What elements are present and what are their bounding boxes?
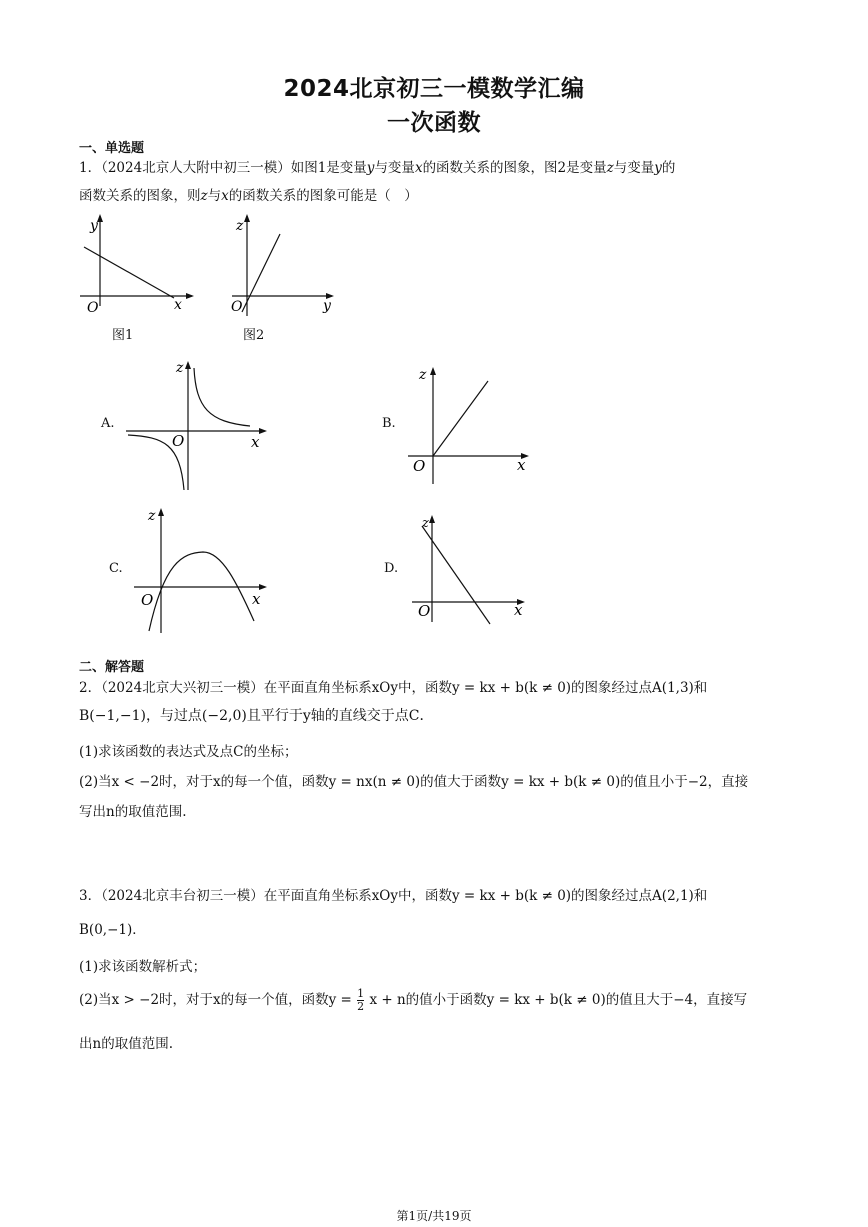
page-footer: 第1页/共19页: [396, 1209, 472, 1223]
q2-line2: B(−1,−1)，与过点(−2,0)且平行于y轴的直线交于点C．: [79, 708, 434, 724]
q1-line1: 1．（2024北京人大附中初三一模）如图1是变量y与变量x的函数关系的图象，图2是变量z与变量y的: [79, 160, 676, 176]
fig1-origin-label: O: [87, 300, 99, 316]
option-c-axis-x: x: [252, 590, 261, 608]
q3-line2: B(0,−1)．: [79, 922, 146, 938]
option-d-axis-z: z: [422, 516, 429, 531]
option-c-label: C.: [109, 561, 123, 576]
fig1-axis-y-label: y: [90, 218, 98, 234]
section-heading-answer: 二、解答题: [79, 660, 145, 675]
option-a-origin: O: [172, 432, 185, 450]
q1-line2: 函数关系的图象，则z与x的函数关系的图象可能是（ ）: [79, 188, 418, 204]
option-c-origin: O: [141, 591, 154, 609]
option-c-axis-z: z: [148, 508, 156, 524]
fig2-axis-y-label: y: [323, 298, 331, 314]
option-b-axis-z: z: [419, 367, 427, 383]
fig1-axis-x-label: x: [174, 297, 182, 313]
page-subtitle: 一次函数: [387, 110, 481, 136]
figure-2-graph: [226, 212, 346, 316]
q2-line1: 2．（2024北京大兴初三一模）在平面直角坐标系xOy中，函数y = kx + b(k ≠ 0)的图象经过点A(1,3)和: [79, 680, 708, 696]
figure-1-caption: 图1: [112, 328, 134, 343]
q2-part1: (1)求该函数的表达式及点C的坐标；: [79, 744, 298, 760]
q3-line1: 3．（2024北京丰台初三一模）在平面直角坐标系xOy中，函数y = kx + b(k ≠ 0)的图象经过点A(2,1)和: [79, 888, 708, 904]
q2-part2: (2)当x < −2时，对于x的每一个值，函数y = nx(n ≠ 0)的值大于函数y = kx + b(k ≠ 0)的值且小于−2，直接: [79, 774, 749, 790]
q2-part2b: 写出n的取值范围.: [79, 804, 187, 820]
fig2-axis-z-label: z: [236, 218, 244, 234]
option-b-origin: O: [413, 457, 426, 475]
fig2-origin-label: O: [231, 299, 243, 315]
option-a-axis-x: x: [251, 433, 260, 451]
option-b-label: B.: [382, 416, 396, 431]
option-d-axis-x: x: [514, 601, 523, 619]
option-d-label: D.: [384, 561, 399, 576]
option-b-graph: [406, 364, 534, 484]
option-a-graph: [124, 358, 272, 494]
option-a-label: A.: [101, 416, 115, 431]
option-c-graph: [132, 503, 270, 635]
option-a-axis-z: z: [176, 360, 184, 376]
option-d-graph: [410, 512, 538, 628]
q3-part1: (1)求该函数解析式；: [79, 959, 207, 975]
figure-2-caption: 图2: [243, 328, 265, 343]
option-b-axis-x: x: [517, 456, 526, 474]
figure-1-graph: [78, 212, 198, 316]
fraction-one-half: $\frac{1}{2}$: [357, 987, 365, 1013]
page-title: 2024北京初三一模数学汇编: [283, 76, 585, 102]
q3-part2: (2)当x > −2时，对于x的每一个值，函数y = $\frac{1}{2}$ x + n的值小于函数y = kx + b(k ≠ 0)的值且大于−4，直接写: [79, 987, 748, 1013]
section-heading-single-choice: 一、单选题: [79, 141, 145, 156]
q3-part2b: 出n的取值范围.: [79, 1036, 173, 1052]
option-d-origin: O: [418, 602, 431, 620]
